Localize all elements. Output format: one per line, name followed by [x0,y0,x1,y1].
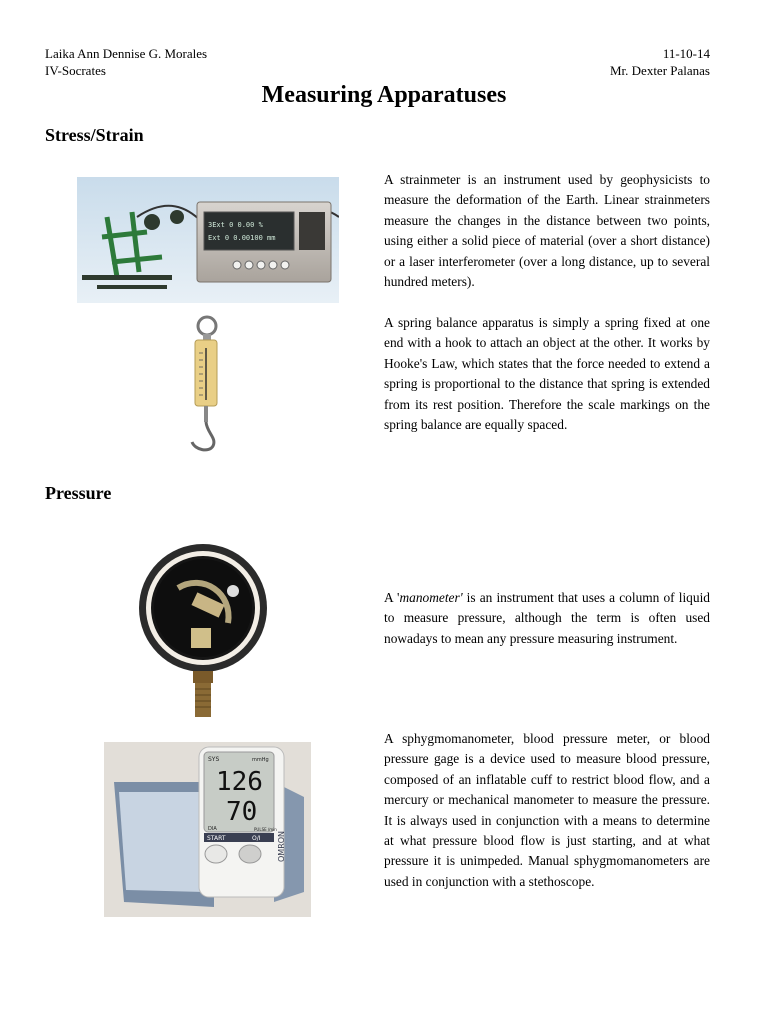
section-heading-pressure: Pressure [45,483,112,503]
strainmeter-display-line1: 3Ext 0 0.00 % [208,221,263,229]
section-heading-stress-strain: Stress/Strain [45,125,144,145]
bp-sys-label: SYS [208,756,220,763]
paragraph-spring-balance: A spring balance apparatus is simply a spring fixed at one end with a hook to attach an object at the other. It works by Hooke's Law, which states that the force needed to extend a spring is proportional to the distance that spring is extended from its rest position. Therefore the scale markings on the spring balance are equally spaced. [384,315,710,433]
strainmeter-image [77,177,339,303]
bp-dia-value: 70 [226,797,258,827]
spring-balance-image [137,308,337,458]
manometer-prefix: A ' [384,590,400,605]
bp-pulse-label: PULSE /min [254,827,277,832]
blood-pressure-monitor-image [104,742,311,917]
manometer-image [133,543,273,721]
document-date: 11-10-14 [662,46,710,61]
bp-unit-top: mmHg [252,757,269,763]
bp-brand: OMRON [277,830,286,862]
author-name: Laika Ann Dennise G. Morales [45,46,208,61]
manometer-suffix: is an instrument that uses a column of liquid to measure pressure, although the term is often used nowadays to mean any pressure measuring instrument. [384,590,710,646]
bp-dia-label: DIA [208,826,217,832]
paragraph-strainmeter: A strainmeter is an instrument used by geophysicists to measure the deformation of the Earth. Linear strainmeters measure the changes in the distance between two points, using either a solid piece of material (over a short distance) or a laser interferometer (over a long distance, up to several hundred meters). [384,172,710,290]
manometer-term: manometer' [399,590,463,605]
paragraph-sphygmomanometer: A sphygmomanometer, blood pressure meter, or blood pressure gage is a device used to measure blood pressure, composed of an inflatable cuff to restrict blood flow, and a mercury or mechanical manometer to measure the pressure. It is always used in conjunction with a means to determine at what pressure blood flow is just starting, and at what pressure it is unimpeded. Manual sphygmomanometers are used in conjunction with a stethoscope. [384,731,710,889]
strainmeter-display-line2: Ext 0 0.00100 mm [208,234,276,242]
paragraph-manometer [384,588,710,649]
class-section: IV-Socrates [45,63,106,78]
teacher-name: Mr. Dexter Palanas [609,63,710,78]
bp-power-label: O/I [252,835,261,842]
bp-start-label: START [207,835,226,842]
page-title: Measuring Apparatuses [261,82,507,108]
bp-sys-value: 126 [216,767,263,797]
